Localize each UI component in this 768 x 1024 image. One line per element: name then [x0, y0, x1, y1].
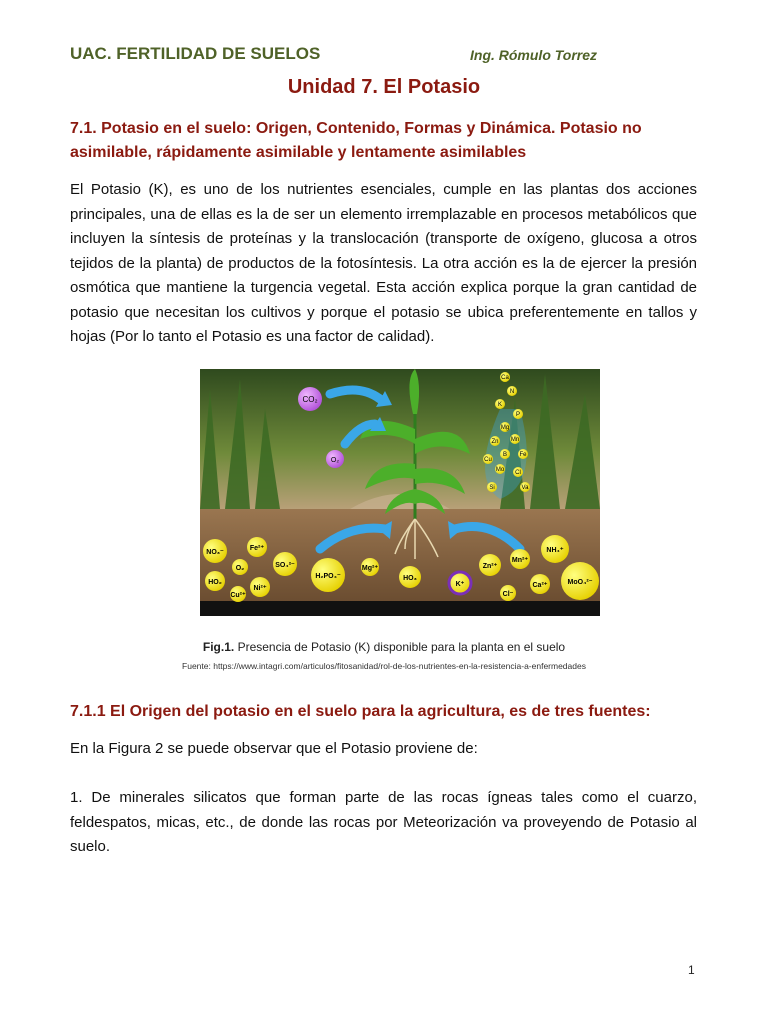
- plant-nutrient-fe: Fe: [519, 452, 527, 458]
- section-heading-line-1: 7.1. Potasio en el suelo: Origen, Contenido, Formas y Dinámica. Potasio no: [70, 120, 642, 137]
- plant-soil-illustration: [200, 369, 600, 616]
- section-heading-7-1: [70, 117, 700, 165]
- co2-label: CO₂: [302, 395, 318, 404]
- plant-nutrient-mg: Mg: [500, 425, 510, 431]
- soil-nutrient-cl: Cl⁻: [502, 591, 514, 598]
- plant-nutrient-va: Va: [521, 485, 529, 491]
- o2-label: O₂: [330, 457, 340, 464]
- figure-potassium-in-soil: [200, 369, 600, 616]
- plant-nutrient-mo: Mo: [495, 467, 505, 473]
- page-number: 1: [688, 963, 695, 977]
- plant-nutrient-n: N: [509, 389, 515, 395]
- soil-nutrient-ni: Ni²⁺: [253, 585, 267, 592]
- soil-nutrient-mg: Mg²⁺: [361, 565, 379, 572]
- soil-nutrient-fe: Fe²⁺: [249, 545, 265, 552]
- soil-nutrient-so4: SO₄²⁻: [275, 562, 295, 569]
- section-heading-7-1-1: 7.1.1 El Origen del potasio en el suelo para la agricultura, es de tres fuentes:: [70, 703, 651, 720]
- plant-nutrient-zn: Zn: [491, 439, 499, 445]
- soil-nutrient-h2po4: H₂PO₄⁻: [315, 573, 341, 580]
- soil-nutrient-o2: O₂: [235, 565, 245, 572]
- soil-nutrient-ho2: HO₂: [208, 579, 222, 586]
- figure-caption-text: Presencia de Potasio (K) disponible para la planta en el suelo: [234, 640, 566, 654]
- plant-nutrient-b: B: [502, 452, 508, 458]
- soil-nutrient-ho3: HO₃: [403, 575, 417, 582]
- figure-2-intro: En la Figura 2 se puede observar que el Potasio proviene de:: [70, 740, 478, 757]
- plant-nutrient-mn: Mn: [510, 437, 520, 443]
- soil-nutrient-mn: Mn²⁺: [511, 557, 529, 564]
- plant-nutrient-ca: Ca: [501, 375, 509, 381]
- soil-nutrient-cu: Cu²⁺: [230, 592, 246, 599]
- soil-nutrient-no3: NO₃⁻: [206, 549, 224, 556]
- figure-caption: [0, 640, 768, 654]
- figure-source: Fuente: https://www.intagri.com/articulos/fitosanidad/rol-de-los-nutrientes-en-la-resistencia-a-enfermedades: [182, 661, 586, 671]
- plant-nutrient-p: P: [515, 412, 521, 418]
- soil-nutrient-ca: Ca²⁺: [532, 582, 548, 589]
- plant-nutrient-k: K: [497, 402, 503, 408]
- potassium-intro-paragraph: El Potasio (K), es uno de los nutrientes esenciales, cumple en las plantas dos acciones principales, una de ellas es la de ser un elemento irremplazable en procesos metabólicos que incluyen la síntesis de proteínas y la translocación (transporte de oxígeno, glucosa a otros tejidos de la planta) de productos de la fotosíntesis. La otra acción es la de ejercer la presión osmótica que mantiene la turgencia vegetal. Esta acción explica porque la gran cantidad de potasio que necesitan los cultivos y porque el potasio se ubica preferentemente en tallos y hojas (Por lo tanto el Potasio es una factor de calidad).: [70, 181, 697, 345]
- figure-caption-label: Fig.1.: [202, 640, 235, 654]
- course-header: UAC. FERTILIDAD DE SUELOS: [70, 44, 321, 63]
- author-header: Ing. Rómulo Torrez: [470, 47, 598, 63]
- plant-nutrient-cl: Cl: [515, 470, 521, 476]
- soil-nutrient-zn: Zn²⁺: [482, 563, 498, 570]
- plant-nutrient-si: Si: [489, 485, 495, 491]
- section-heading-line-2: asimilable, rápidamente asimilable y lentamente asimilables: [70, 144, 527, 161]
- soil-nutrient-k: K⁺: [455, 581, 465, 588]
- source-item-1: 1. De minerales silicatos que forman parte de las rocas ígneas tales como el cuarzo, feldespatos, micas, etc., de donde las rocas por Meteorización va proveyendo de Potasio al suelo.: [70, 789, 697, 855]
- unit-title: Unidad 7. El Potasio: [287, 76, 481, 98]
- soil-nutrient-moo4: MoO₄²⁻: [567, 579, 593, 586]
- plant-nutrient-cu: Cu: [484, 457, 492, 463]
- soil-nutrient-nh4: NH₄⁺: [546, 547, 564, 554]
